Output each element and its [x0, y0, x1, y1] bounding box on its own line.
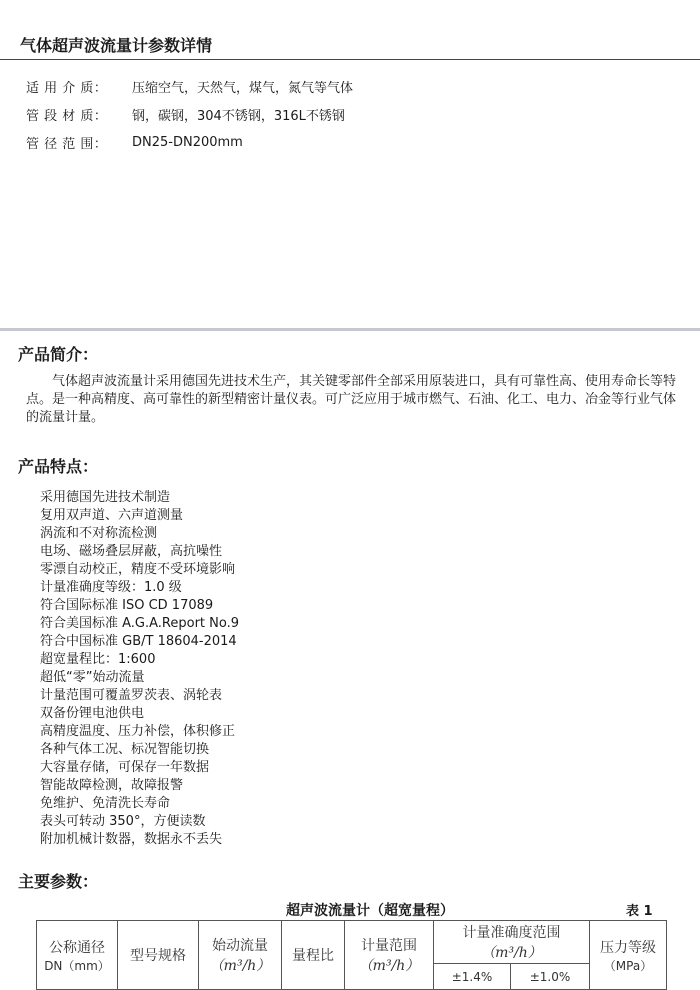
spec-label: 适 用 介 质： — [26, 80, 108, 96]
col-accuracy-1: ±1.4% — [434, 964, 511, 990]
list-item: 免维护、免清洗长寿命 — [40, 796, 171, 811]
params-table — [36, 920, 667, 990]
list-item: 电场、磁场叠层屏蔽，高抗噪性 — [40, 544, 223, 559]
spec-row-material — [26, 100, 353, 128]
list-item: 计量范围可覆盖罗茨表、涡轮表 — [40, 688, 223, 703]
title-divider — [0, 59, 700, 60]
col-label: 计量范围 — [361, 938, 417, 954]
col-measure-range — [345, 921, 434, 990]
list-item: 符合国际标准 ISO CD 17089 — [40, 598, 214, 613]
table-caption: 超声波流量计（超宽量程） — [286, 903, 454, 919]
intro-heading: 产品简介： — [18, 345, 99, 364]
spec-value: 钢，碳钢，304不锈钢，316L不锈钢 — [132, 108, 345, 124]
list-item: 附加机械计数器，数据永不丢失 — [40, 832, 223, 847]
list-item: 超宽量程比：1:600 — [40, 652, 156, 667]
spec-label: 管 段 材 质： — [26, 108, 108, 124]
col-unit: （MPa） — [603, 958, 653, 973]
spec-row-diameter — [26, 128, 353, 156]
col-accuracy-2: ±1.0% — [511, 964, 590, 990]
col-label: 计量准确度范围 — [462, 925, 561, 941]
spec-value: 压缩空气，天然气，煤气，氮气等气体 — [132, 80, 354, 96]
list-item: 超低“零”始动流量 — [40, 670, 145, 685]
list-item: 智能故障检测，故障报警 — [40, 778, 184, 793]
col-unit: （m³/h） — [358, 958, 420, 974]
list-item: 双备份锂电池供电 — [40, 706, 145, 721]
col-pressure — [590, 921, 667, 990]
col-unit: （m³/h） — [209, 958, 271, 974]
list-item: 高精度温度、压力补偿，体积修正 — [40, 724, 236, 739]
list-item: 各种气体工况、标况智能切换 — [40, 742, 210, 757]
spec-row-medium — [26, 72, 353, 100]
features-heading: 产品特点： — [18, 457, 99, 476]
table-id: 表 1 — [626, 904, 653, 919]
col-label: 公称通径 — [49, 939, 105, 956]
intro-paragraph: 气体超声波流量计采用德国先进技术生产，其关键零部件全部采用原装进口，具有可靠性高、使用寿命长等特点。是一种高精度、高可靠性的新型精密计量仪表。可广泛应用于城市燃气、石油、化工、电力、冶金等行业气体的流量计量。 — [26, 374, 677, 425]
section-divider — [0, 328, 700, 331]
spec-value: DN25-DN200mm — [132, 134, 243, 150]
list-item: 计量准确度等级：1.0 级 — [40, 580, 182, 595]
col-accuracy — [434, 921, 590, 964]
list-item: 符合美国标准 A.G.A.Report No.9 — [40, 616, 240, 631]
spec-list — [26, 72, 353, 156]
list-item: 复用双声道、六声道测量 — [40, 508, 184, 523]
col-label: 始动流量 — [212, 938, 268, 954]
spec-label: 管 径 范 围： — [26, 136, 108, 152]
page-title: 气体超声波流量计参数详情 — [20, 36, 213, 55]
list-item: 涡流和不对称流检测 — [40, 526, 158, 541]
list-item: 符合中国标准 GB/T 18604-2014 — [40, 634, 237, 649]
col-unit: DN（mm） — [44, 958, 110, 973]
col-start-flow — [199, 921, 282, 990]
list-item: 大容量存储，可保存一年数据 — [40, 760, 210, 775]
col-nominal-diameter — [37, 921, 118, 990]
col-label: 压力等级 — [600, 939, 656, 956]
col-unit: （m³/h） — [481, 945, 542, 961]
col-model: 型号规格 — [118, 921, 199, 990]
list-item: 表头可转动 350°，方便读数 — [40, 814, 206, 829]
list-item: 采用德国先进技术制造 — [40, 490, 171, 505]
list-item: 零漂自动校正，精度不受环境影响 — [40, 562, 236, 577]
col-range-ratio: 量程比 — [282, 921, 345, 990]
feature-list — [40, 489, 239, 849]
params-heading: 主要参数： — [18, 872, 99, 891]
